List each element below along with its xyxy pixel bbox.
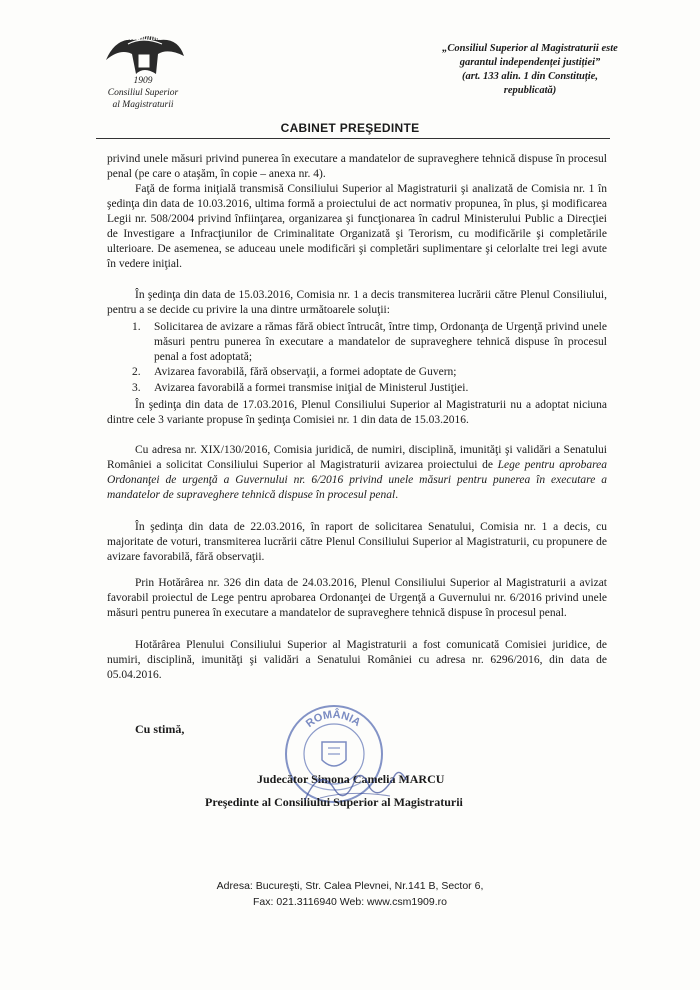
paragraph-commission-majority — [107, 520, 607, 565]
solution-list-item — [132, 365, 607, 380]
paragraph-senate-request — [107, 443, 607, 503]
solution-list-item — [132, 381, 607, 396]
header-divider — [96, 138, 610, 139]
paragraph-text: Prin Hotărârea nr. 326 din data de 24.03.2016, Plenul Consiliului Superior al Magistraturii a avizat favorabil proiectul de Lege pentru aprobarea Ordonanţei de Urgenţă a Guvernului nr. 6/2016 privind unele măsuri pentru punerea în executare a mandatelor de supraveghere tehnică dispuse în procesul penal. — [107, 577, 607, 619]
motto-line: (art. 133 alin. 1 din Constituție, — [462, 71, 598, 82]
motto-line: republicată) — [503, 85, 557, 96]
list-number: 1. — [132, 321, 141, 333]
motto-line: garantul independenței justiției” — [459, 57, 601, 68]
paragraph-communication — [107, 638, 607, 683]
solution-list-item — [132, 320, 607, 365]
list-number: 2. — [132, 366, 141, 378]
handwritten-signature — [300, 760, 410, 810]
logo-year: 1909 — [133, 76, 153, 86]
stamp-text: ROMÂNIA — [303, 708, 363, 730]
paragraph-text: Cu adresa nr. XIX/130/2016, Comisia juridică, de numiri, disciplină, imunităţi şi validări a Senatului României a solicitat Consiliului Superior al Magistraturii avizarea proiectului de — [107, 444, 607, 471]
paragraph-initial-form — [107, 182, 607, 272]
paragraph-continuation: privind unele măsuri privind punerea în executare a mandatelor de supraveghere tehnică dispuse în procesul penal (pe care o ataşăm, în copie – anexa nr. 4). — [107, 153, 607, 180]
footer-contact: Fax: 021.3116940 Web: www.csm1909.ro — [253, 896, 447, 908]
cabinet-heading: CABINET PREŞEDINTE — [280, 121, 420, 135]
closing-greeting: Cu stimă, — [135, 722, 185, 736]
motto-line: „Consiliul Superior al Magistraturii este — [442, 43, 618, 54]
paragraph-commission-decision — [107, 288, 607, 318]
law-title-italic: Lege pentru aprobarea Ordonanţei de urgenţă a Guvernului nr. 6/2016 privind unele măsuri pentru punerea în executare a mandatelor de supraveghere tehnică dispuse în procesul penal — [107, 459, 607, 501]
logo-name-line2: al Magistraturii — [112, 100, 174, 110]
paragraph-text: În şedinţa din data de 22.03.2016, în raport de solicitarea Senatului, Comisia nr. 1 a decis, cu majoritate de voturi, transmiterea lucrării către Plenul Consiliului Superior al Magistraturii, cu propunere de avizare favorabilă, fără observaţii. — [107, 521, 607, 563]
paragraph-text-end: . — [395, 489, 399, 501]
paragraph-plenum-vote — [107, 398, 607, 428]
list-number: 3. — [132, 382, 141, 394]
list-text: Avizarea favorabilă a formei transmise iniţial de Ministerul Justiţiei. — [154, 382, 469, 394]
list-text: Solicitarea de avizare a rămas fără obiect întrucât, între timp, Ordonanţa de Urgenţă privind unele măsuri pentru punerea în executare a mandatelor de supraveghere tehnică dispuse în procesul penal a fost adoptată; — [154, 321, 607, 363]
paragraph-text: În şedinţa din data de 15.03.2016, Comisia nr. 1 a decis transmiterea lucrării către Plenul Consiliului, pentru a se decide cu privire la una dintre următoarele soluţii: — [107, 289, 607, 316]
csm-logo — [98, 30, 188, 112]
constitution-motto — [410, 42, 650, 98]
signer-name: Judecător Simona Camelia MARCU — [257, 772, 445, 786]
paragraph-text: În şedinţa din data de 17.03.2016, Plenul Consiliului Superior al Magistraturii nu a adoptat niciuna dintre cele 3 variante propuse în şedinţa Comisiei nr. 1 din data de 15.03.2016. — [107, 399, 607, 426]
footer-address: Adresa: Bucureşti, Str. Calea Plevnei, Nr.141 B, Sector 6, — [216, 880, 484, 892]
logo-banner-text: Romania — [125, 32, 160, 42]
paragraph-text: Faţă de forma iniţială transmisă Consiliului Superior al Magistraturii şi analizată de Comisia nr. 1 în şedinţa din data de 10.03.2016, ultima formă a proiectului de act normativ propunea, în plus, şi modificarea Legii nr. 508/2004 privind înfiinţarea, organizarea şi funcţionarea în cadrul Ministerului Public a Direcţiei de Investigare a Infracţiunilor de Criminalitate Organizată şi Terorism, cu modificările şi completările ulterioare. De asemenea, se aduceau unele modificări şi completări suplimentare şi celorlalte trei legi avute în vedere iniţial. — [107, 183, 607, 270]
logo-name-line1: Consiliul Superior — [107, 88, 179, 98]
signer-role: Preşedinte al Consiliului Superior al Magistraturii — [205, 795, 463, 809]
paragraph-decision-326 — [107, 576, 607, 621]
paragraph-text: Hotărârea Plenului Consiliului Superior al Magistraturii a fost comunicată Comisiei juridice, de numiri, disciplină, imunităţi şi validări a Senatului României cu adresa nr. 6296/2016, din data de 05.04.2016. — [107, 639, 607, 681]
list-text: Avizarea favorabilă, fără observaţii, a formei adoptate de Guvern; — [154, 366, 457, 378]
